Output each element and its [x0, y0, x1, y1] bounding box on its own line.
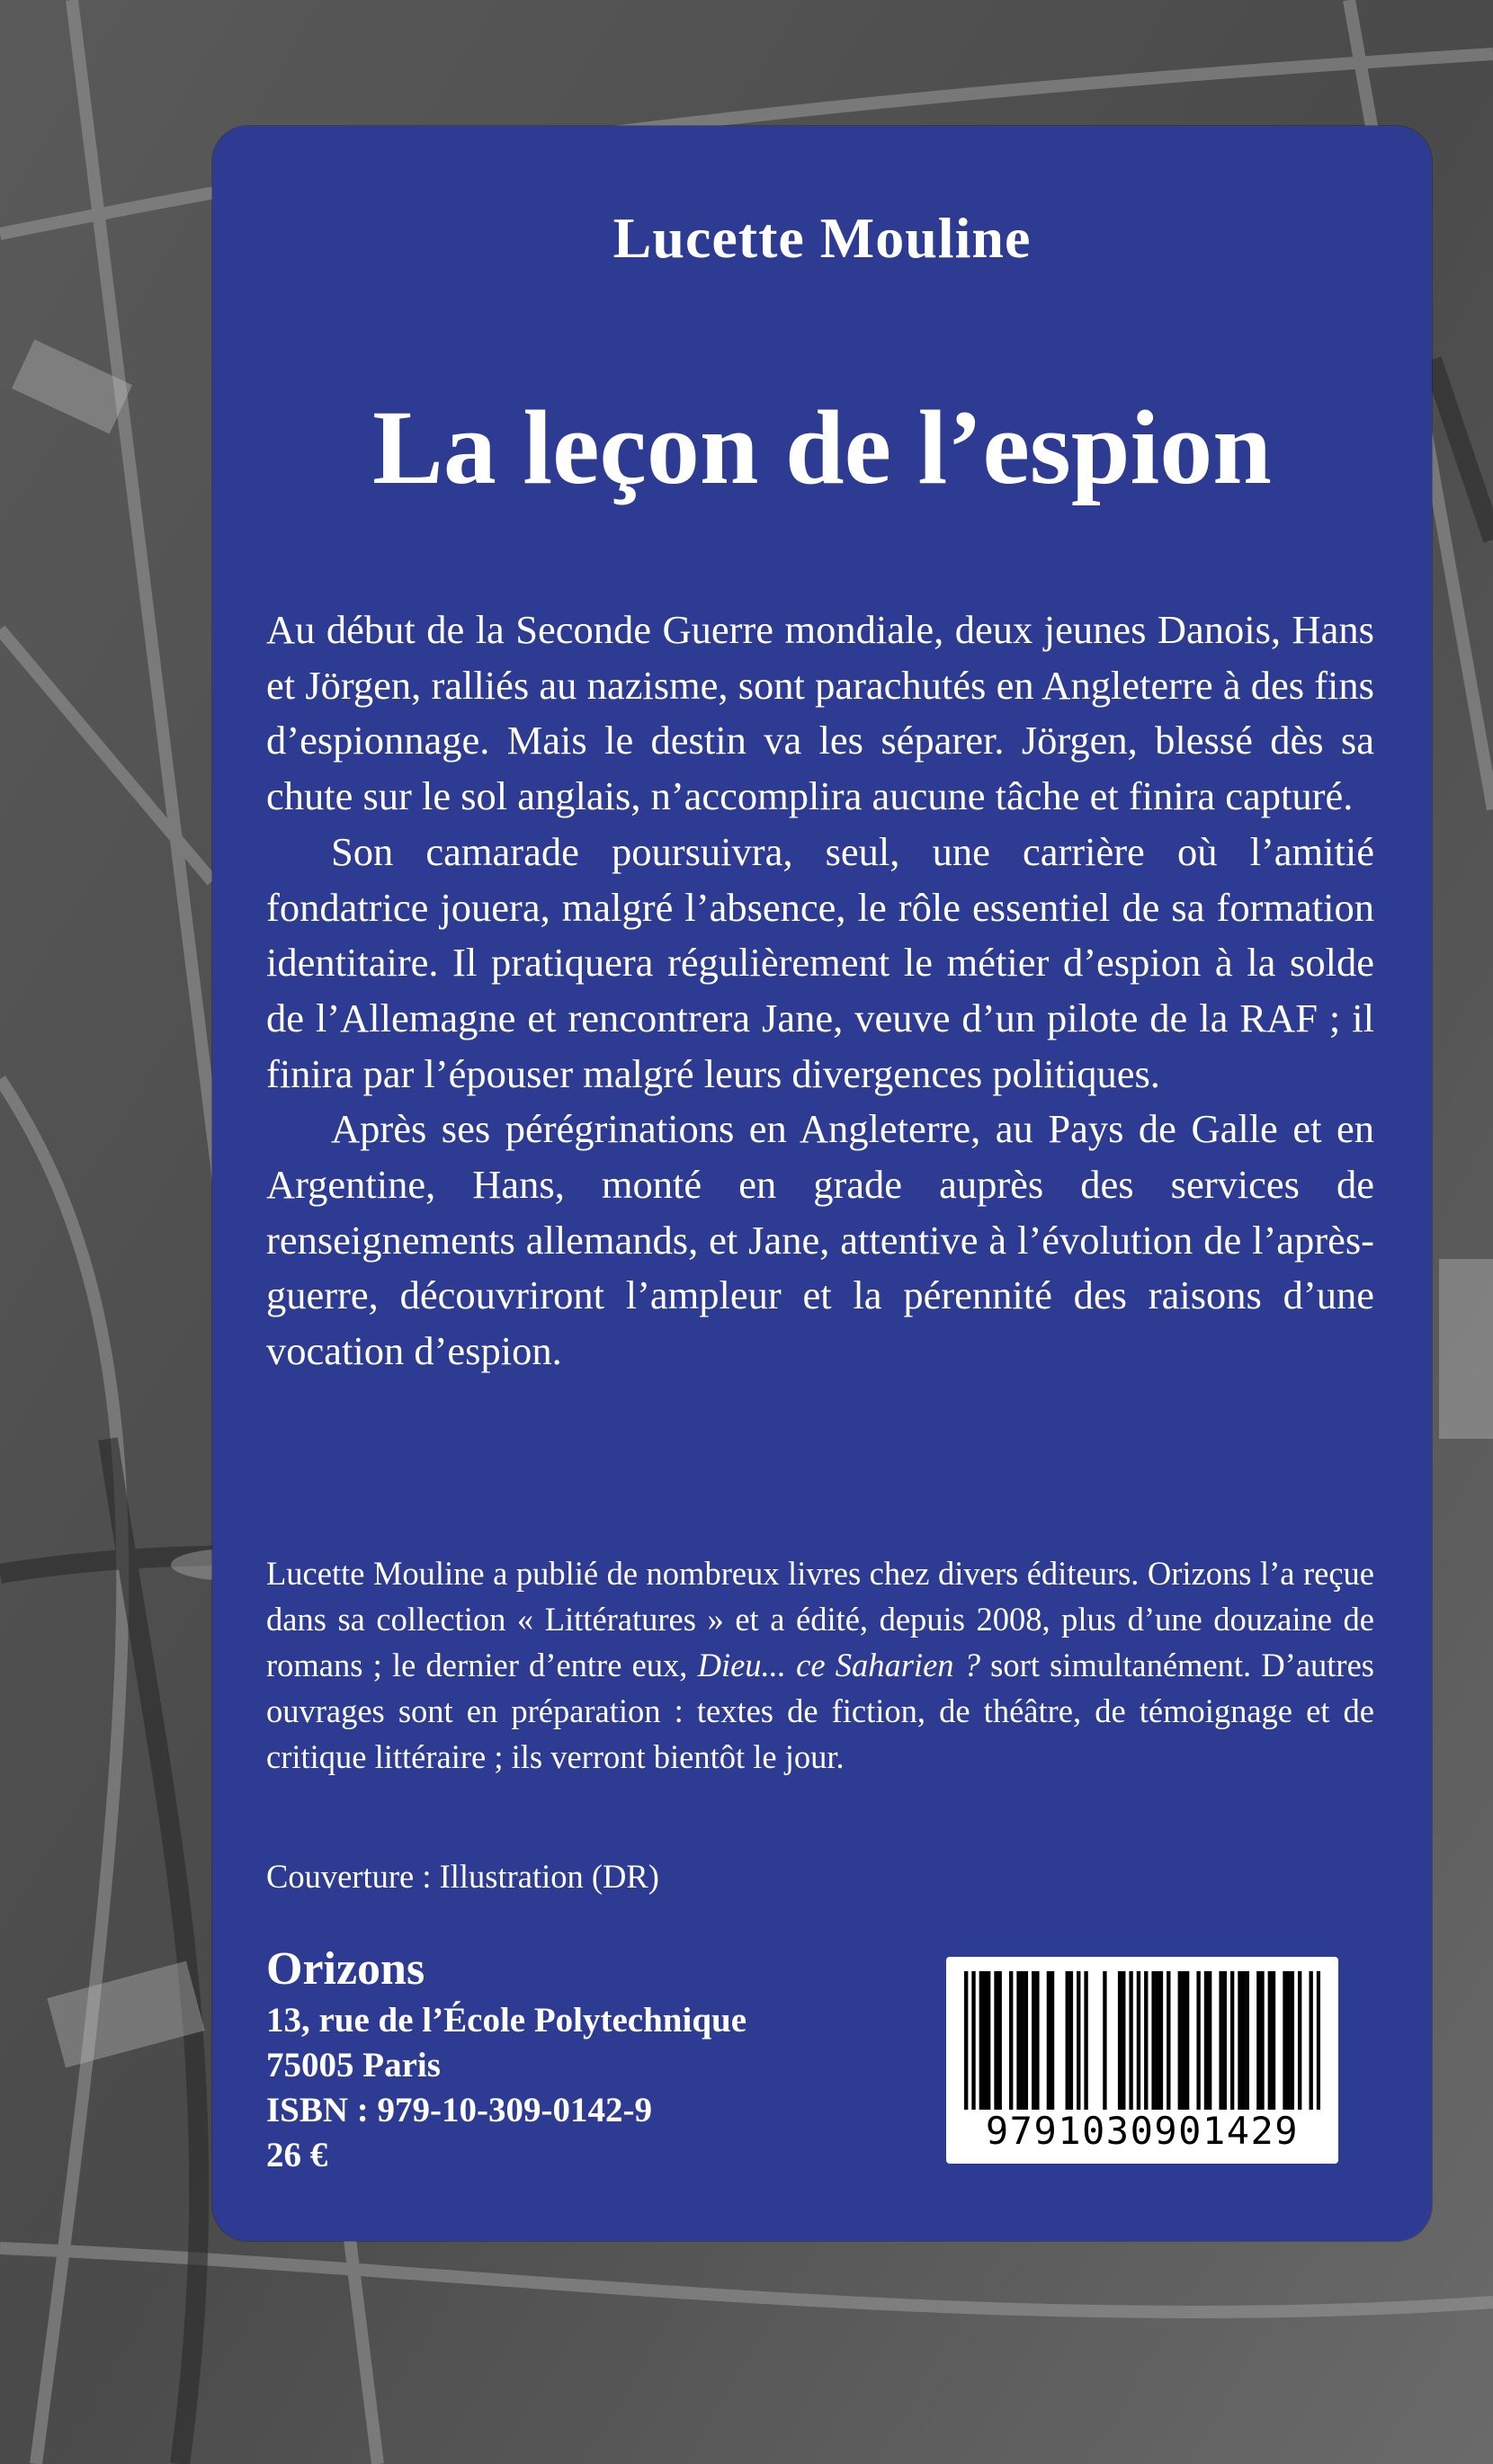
- barcode-bar: [1129, 1971, 1132, 2110]
- barcode-bar: [1156, 1971, 1159, 2110]
- barcode-bar: [1219, 1971, 1222, 2110]
- isbn: ISBN : 979-10-309-0142-9: [266, 2091, 652, 2129]
- summary-p2-text-a: Son camarade poursuivra, seul, une carrière où l’amitié fondatrice jouera, malgré l’absence, le rôle essentiel de sa formation identitaire. Il pratiquera régulièrement le métier d’espion à la solde de l’Allemagne et rencontrera Jane, veuve d’un pilote de la: [266, 828, 1374, 1040]
- barcode-bar: [1196, 1971, 1200, 2110]
- barcode-bar: [1246, 1971, 1249, 2110]
- barcode-digits: 9791030901429: [985, 2109, 1300, 2153]
- barcode-bar: [1159, 1971, 1163, 2110]
- author-bio: [266, 1550, 1374, 1780]
- barcode-bar: [1185, 1971, 1189, 2110]
- price: 26 €: [266, 2136, 328, 2174]
- barcode-bar: [1167, 1971, 1170, 2110]
- barcode-bar: [1144, 1971, 1148, 2110]
- barcode-bar: [1021, 1971, 1024, 2110]
- barcode-bar: [987, 1971, 990, 2110]
- bio-text-2: , plus d’une douzaine de romans ; le dernier d’entre eux,: [266, 1601, 1374, 1683]
- barcode-bar: [1032, 1971, 1035, 2110]
- back-cover-panel: [212, 126, 1432, 2241]
- book-summary: [266, 603, 1374, 1379]
- publisher-name: Orizons: [266, 1943, 425, 1995]
- barcode: [946, 1957, 1338, 2164]
- barcode-bar: [1024, 1971, 1028, 2110]
- raf-abbrev: RAF: [1239, 995, 1318, 1040]
- barcode-bar: [1204, 1971, 1208, 2110]
- publisher-address-line-1: 13, rue de l’École Polytechnique: [266, 2001, 747, 2040]
- barcode-bar: [1118, 1971, 1122, 2110]
- credit-dr: DR: [603, 1858, 648, 1895]
- barcode-bar: [1283, 1971, 1286, 2110]
- barcode-bar: [1103, 1971, 1106, 2110]
- barcode-bar: [1317, 1971, 1320, 2110]
- summary-p2-text-b: ; il finira par l’épouser malgré leurs divergences politiques.: [266, 995, 1375, 1096]
- barcode-bar: [1291, 1971, 1294, 2110]
- barcode-bar: [1178, 1971, 1182, 2110]
- barcode-bar: [1298, 1971, 1301, 2110]
- barcode-bar: [1016, 1971, 1020, 2110]
- barcode-bar: [1268, 1971, 1272, 2110]
- barcode-bars: [964, 1971, 1320, 2110]
- barcode-bar: [994, 1971, 997, 2110]
- barcode-bar: [998, 1971, 1002, 2110]
- barcode-bar: [1066, 1971, 1069, 2110]
- barcode-bar: [971, 1971, 975, 2110]
- credit-close: ): [648, 1858, 659, 1895]
- barcode-bar: [1286, 1971, 1290, 2110]
- barcode-bar: [1077, 1971, 1080, 2110]
- barcode-bar: [1223, 1971, 1227, 2110]
- bio-book-title: Dieu... ce Saharien ?: [697, 1647, 980, 1683]
- author-bio-paragraph: [266, 1550, 1374, 1780]
- credit-label: Couverture : Illustration (: [266, 1858, 603, 1895]
- barcode-bar: [1122, 1971, 1125, 2110]
- barcode-bar: [1069, 1971, 1073, 2110]
- barcode-bar: [1050, 1971, 1054, 2110]
- summary-paragraph-2: [266, 825, 1374, 1103]
- summary-paragraph-1: Au début de la Seconde Guerre mondiale, deux jeunes Danois, Hans et Jörgen, ralliés au nazisme, sont parachutés en Angleterre à des fins d’espionnage. Mais le destin va les séparer. Jörgen, blessé dès sa chute sur le sol anglais, n’accomplira aucune tâche et finira capturé.: [266, 607, 1374, 819]
- barcode-bar: [1241, 1971, 1245, 2110]
- barcode-bar: [1035, 1971, 1039, 2110]
- barcode-bar: [1137, 1971, 1140, 2110]
- cover-credit: [266, 1856, 659, 1897]
- barcode-bar: [1182, 1971, 1185, 2110]
- barcode-bar: [1009, 1971, 1013, 2110]
- barcode-bar: [964, 1971, 968, 2110]
- barcode-bar: [1272, 1971, 1275, 2110]
- publisher-info: [266, 1941, 746, 2178]
- bio-year: 2008: [976, 1601, 1042, 1638]
- book-title: La leçon de l’espion: [372, 388, 1272, 506]
- author-name: Lucette Mouline: [612, 206, 1032, 270]
- bio-text-3: sort simultanément. D’autres ouvrages sont en préparation : textes de fiction, de théâtre, de témoignage et de critique littéraire ; ils verront bientôt le jour.: [266, 1647, 1374, 1775]
- barcode-bar: [1047, 1971, 1050, 2110]
- bio-text-1: Lucette Mouline a publié de nombreux livres chez divers éditeurs. Orizons l’a reçue dans sa collection « Littératures » et a édité, depuis: [266, 1555, 1374, 1638]
- publisher-address-line-2: 75005 Paris: [266, 2046, 441, 2085]
- barcode-bar: [1309, 1971, 1312, 2110]
- barcode-bar: [1084, 1971, 1087, 2110]
- barcode-bar: [983, 1971, 987, 2110]
- barcode-bar: [1260, 1971, 1264, 2110]
- barcode-bar: [979, 1971, 983, 2110]
- summary-paragraph-3: Après ses pérégrinations en Angleterre, au Pays de Galle et en Argentine, Hans, monté en grade auprès des services de renseignements allemands, et Jane, attentive à l’évolution de l’après-guerre, découvriront l’ampleur et la pérennité des raisons d’une vocation d’espion.: [266, 1106, 1374, 1374]
- barcode-bar: [1151, 1971, 1155, 2110]
- barcode-bar: [1230, 1971, 1234, 2110]
- barcode-bar: [1238, 1971, 1241, 2110]
- barcode-bar: [1256, 1971, 1260, 2110]
- barcode-bar: [1208, 1971, 1211, 2110]
